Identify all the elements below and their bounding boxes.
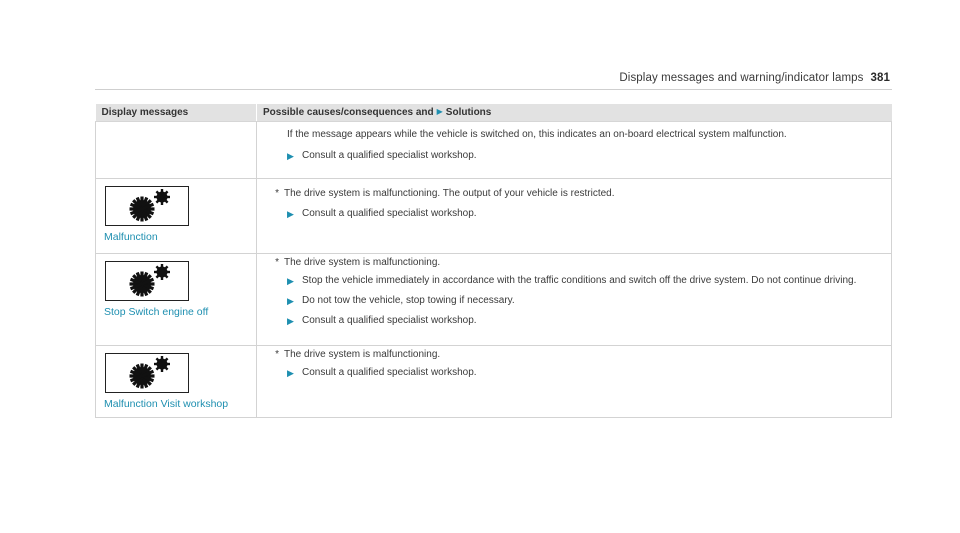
header-divider — [95, 89, 892, 90]
cause-marker: * — [275, 257, 279, 268]
message-label: Stop Switch engine off — [104, 306, 209, 318]
causes-cell — [257, 122, 892, 179]
causes-cell — [257, 346, 892, 418]
column-header-solutions: Solutions — [445, 107, 492, 118]
column-header-causes: Possible causes/consequences and — [263, 107, 434, 118]
cause-text: The drive system is malfunctioning. — [284, 257, 441, 268]
table-row — [96, 346, 892, 418]
cause-line — [269, 348, 881, 361]
step-arrow-icon: ▶ — [287, 151, 294, 161]
page-number: 381 — [870, 72, 890, 84]
step-text: Consult a qualified specialist workshop. — [302, 367, 477, 378]
step-text: Consult a qualified specialist workshop. — [302, 315, 477, 326]
solution-step — [269, 274, 881, 288]
solution-step — [269, 366, 881, 380]
message-cell — [96, 346, 257, 418]
message-cell — [96, 122, 257, 179]
step-text: Consult a qualified specialist workshop. — [302, 150, 477, 161]
header-title: Display messages and warning/indicator lamps — [619, 72, 864, 84]
causes-cell — [257, 254, 892, 346]
column-header-display-messages: Display messages — [96, 104, 257, 122]
gears-malfunction-icon — [105, 353, 189, 393]
cause-line — [269, 187, 881, 200]
row-intro-text: If the message appears while the vehicle is switched on, this indicates an on-board electrical system malfunction. — [287, 129, 787, 140]
table-row — [96, 122, 892, 179]
message-label: Malfunction Visit workshop — [104, 398, 229, 410]
cause-marker: * — [275, 188, 279, 199]
step-arrow-icon: ▶ — [287, 276, 294, 286]
message-cell — [96, 179, 257, 254]
step-arrow-icon: ▶ — [287, 316, 294, 326]
cause-text: The drive system is malfunctioning. — [284, 349, 441, 360]
step-text: Do not tow the vehicle, stop towing if necessary. — [302, 295, 515, 306]
cause-text: The drive system is malfunctioning. The output of your vehicle is restricted. — [284, 188, 615, 199]
message-cell — [96, 254, 257, 346]
solutions-arrow-icon: ▶ — [436, 107, 443, 116]
solution-step — [269, 294, 881, 308]
solution-step — [269, 314, 881, 328]
display-messages-table — [95, 104, 892, 418]
message-label: Malfunction — [104, 231, 158, 243]
step-text: Stop the vehicle immediately in accordance with the traffic conditions and switch off the drive system. Do not continue driving. — [302, 275, 857, 286]
gears-malfunction-icon — [105, 261, 189, 301]
running-header — [619, 72, 890, 84]
solution-step — [269, 149, 881, 163]
step-arrow-icon: ▶ — [287, 209, 294, 219]
step-text: Consult a qualified specialist workshop. — [302, 208, 477, 219]
causes-cell — [257, 179, 892, 254]
gears-malfunction-icon — [105, 186, 189, 226]
solution-step — [269, 207, 881, 221]
step-arrow-icon: ▶ — [287, 368, 294, 378]
table-header-row — [96, 104, 892, 122]
table-row — [96, 254, 892, 346]
step-arrow-icon: ▶ — [287, 296, 294, 306]
table-row — [96, 179, 892, 254]
cause-line — [269, 256, 881, 269]
cause-marker: * — [275, 349, 279, 360]
column-header-causes-solutions — [257, 104, 892, 122]
